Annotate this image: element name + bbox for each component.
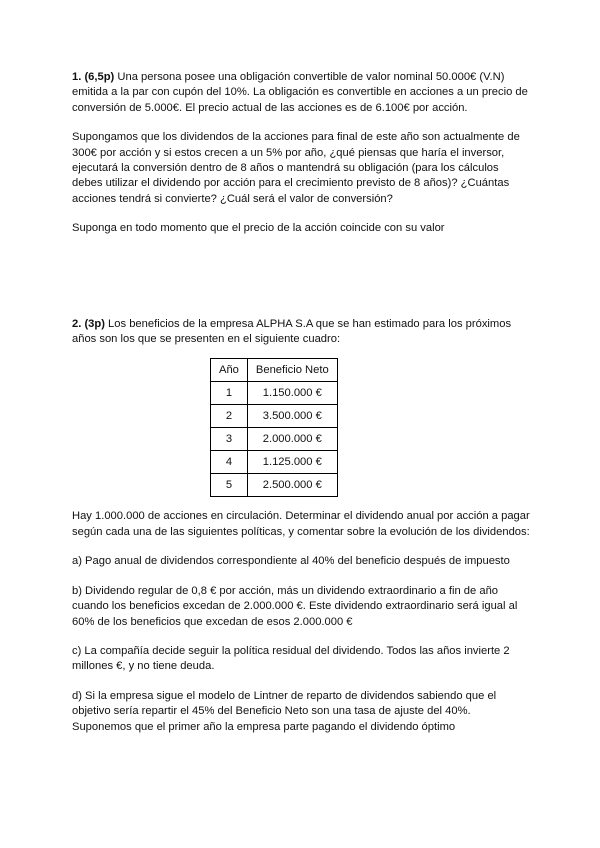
- cell-value: 2.000.000 €: [247, 428, 337, 451]
- cell-year: 1: [211, 382, 248, 405]
- header-ano: Año: [211, 359, 248, 382]
- cell-value: 2.500.000 €: [247, 474, 337, 497]
- q2-intro: [72, 317, 532, 348]
- cell-year: 5: [211, 474, 248, 497]
- q2-item-b: b) Dividendo regular de 0,8 € por acción, más un dividendo extraordinario a fin de año cuando los beneficios excedan de 2.000.000 €. Este dividendo extraordinario será igual al 60% de los beneficios que excedan de esos 2.000.000 €: [72, 584, 518, 628]
- q2-number: 2. (3p): [72, 317, 105, 330]
- cell-value: 1.150.000 €: [247, 382, 337, 405]
- q2-intro-text: Los beneficios de la empresa ALPHA S.A que se han estimado para los próximos años son los que se presenten en el siguiente cuadro:: [72, 317, 512, 346]
- cell-value: 1.125.000 €: [247, 451, 337, 474]
- q1-paragraph-1: [72, 70, 532, 116]
- table-row: [211, 428, 338, 451]
- q2-item-d: d) Si la empresa sigue el modelo de Lintner de reparto de dividendos sabiendo que el objetivo sería repartir el 45% del Beneficio Neto son una tasa de ajuste del 40%. Suponemos que el primer año la empresa parte pagando el dividendo óptimo: [72, 689, 497, 733]
- table-row: [211, 405, 338, 428]
- cell-year: 4: [211, 451, 248, 474]
- header-beneficio: Beneficio Neto: [247, 359, 337, 382]
- beneficio-table: [210, 358, 338, 497]
- cell-year: 3: [211, 428, 248, 451]
- cell-value: 3.500.000 €: [247, 405, 337, 428]
- q2-item-c: c) La compañía decide seguir la política residual del dividendo. Todos las años invierte 2 millones €, y no tiene deuda.: [72, 644, 510, 673]
- table-row: [211, 474, 338, 497]
- cell-year: 2: [211, 405, 248, 428]
- table-header-row: [211, 359, 338, 382]
- q1-paragraph-2: Supongamos que los dividendos de la acciones para final de este año son actualmente de 300€ por acción y si estos crecen a un 5% por año, ¿qué piensas que haría el inversor, ejecutará la conversión dentro de 8 años o mantendrá su obligación (para los cálculos debes utilizar el dividendo por acción para el crecimiento previsto de 8 años)? ¿Cuántas acciones tendrá si convierte? ¿Cuál será el valor de conversión?: [72, 131, 520, 205]
- q2-item-a: a) Pago anual de dividendos correspondiente al 40% del beneficio después de impuesto: [72, 555, 510, 568]
- table-row: [211, 382, 338, 405]
- q1-text-1: Una persona posee una obligación convertible de valor nominal 50.000€ (V.N) emitida a la par con cupón del 10%. La obligación es convertible en acciones a un precio de conversión de 5.000€. El precio actual de las acciones es de 6.100€ por acción.: [72, 71, 528, 114]
- q1-paragraph-3: Suponga en todo momento que el precio de la acción coincide con su valor: [72, 222, 445, 235]
- table-row: [211, 451, 338, 474]
- q2-paragraph-after-table: Hay 1.000.000 de acciones en circulación. Determinar el dividendo anual por acción a pagar según cada una de las siguientes políticas, y comentar sobre la evolución de los dividendos:: [72, 510, 530, 538]
- q1-number: 1. (6,5p): [72, 71, 115, 83]
- document-page: [72, 70, 532, 735]
